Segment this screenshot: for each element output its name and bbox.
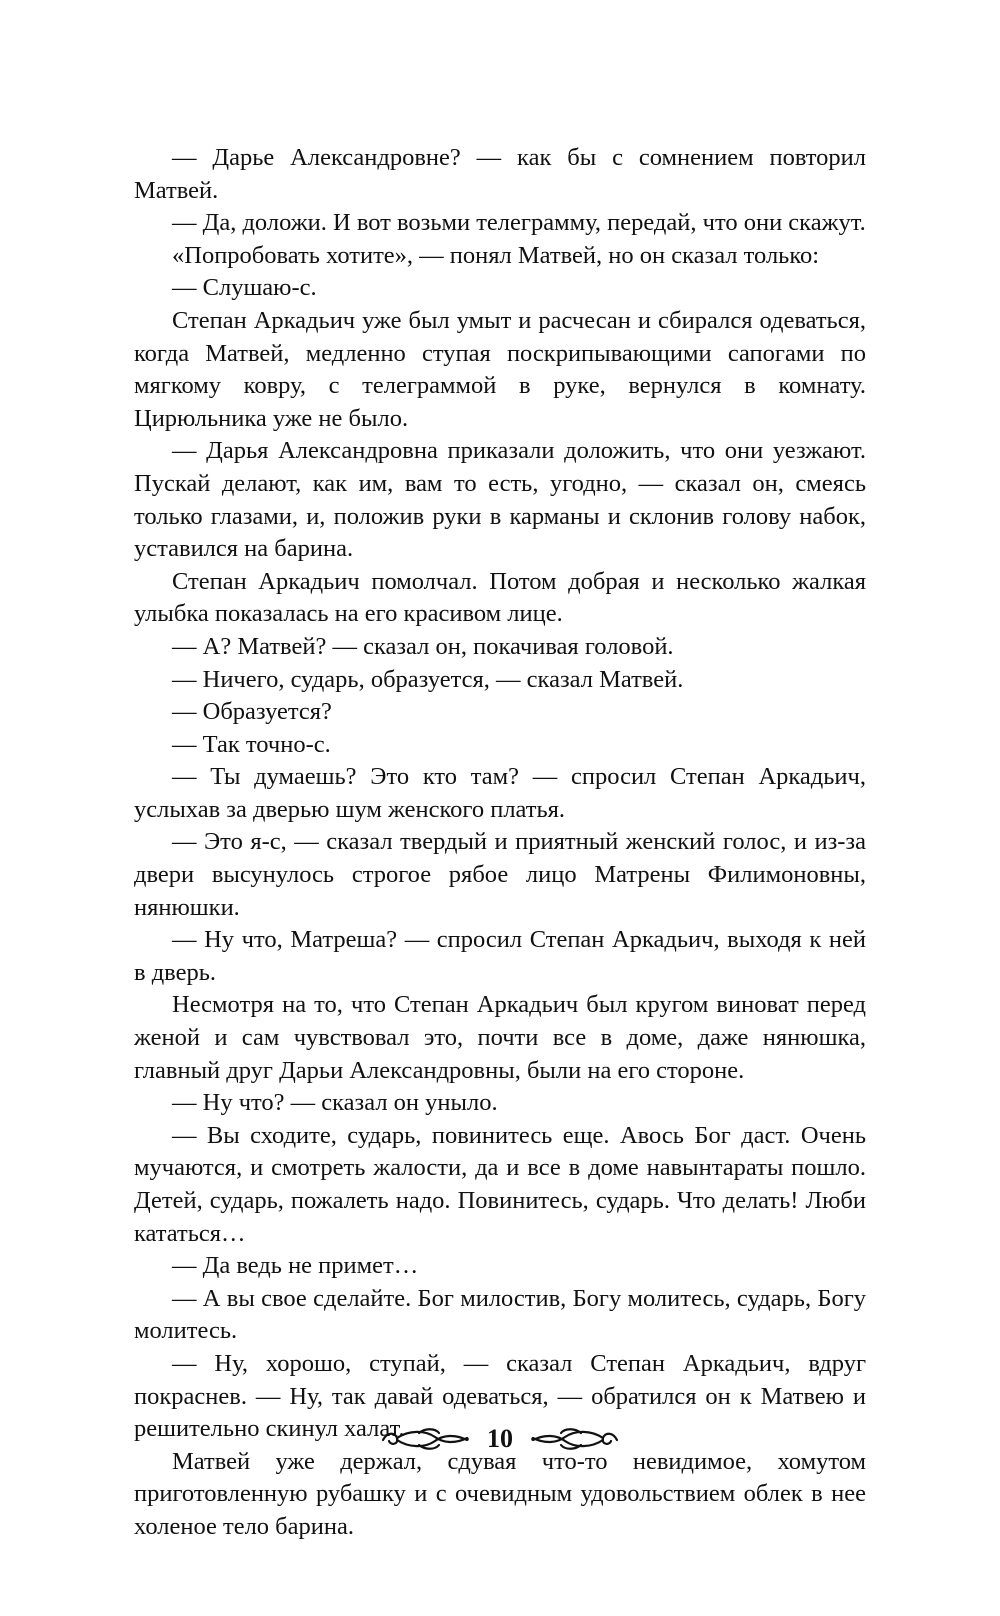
paragraph: — А вы свое сделайте. Бог милостив, Богу молитесь, сударь, Богу молитесь. bbox=[134, 1284, 866, 1345]
paragraph: — Дарья Александровна приказали доложить, что они уезжают. Пускай делают, как им, вам то есть, угодно, — сказал он, смеясь только глазами, и, положив руки в карманы и склонив голову набок, уставился на барина. bbox=[134, 437, 866, 563]
paragraph: — Ну что? — сказал он уныло. bbox=[172, 1089, 498, 1117]
paragraph: — Слушаю-с. bbox=[172, 274, 317, 302]
paragraph: Матвей уже держал, сдувая что-то невидимое, хомутом приготовленную рубашку и с очевидным удовольствием облек в нее холеное тело барина. bbox=[134, 1447, 866, 1540]
paragraph: Степан Аркадьич уже был умыт и расчесан и сбирался одеваться, когда Матвей, медленно ступая поскрипывающими сапогами по мягкому ковру, с телеграммой в руке, вернулся в комнату. Цирюльника уже не было. bbox=[134, 306, 866, 432]
paragraph: — Так точно-с. bbox=[172, 730, 331, 758]
paragraph: — Вы сходите, сударь, повинитесь еще. Авось Бог даст. Очень мучаются, и смотреть жалости, да и все в доме навынтараты пошло. Детей, сударь, пожалеть надо. Повинитесь, сударь. Что делать! Люби кататься… bbox=[134, 1121, 866, 1247]
paragraph: — Да, доложи. И вот возьми телеграмму, передай, что они скажут. bbox=[172, 209, 866, 237]
page-number: 10 bbox=[487, 1424, 513, 1453]
flourish-ornament-icon bbox=[529, 1424, 621, 1454]
paragraph: — Ну, хорошо, ступай, — сказал Степан Аркадьич, вдруг покраснев. — Ну, так давай одеваться, — обратился он к Матвею и решительно скинул халат. bbox=[134, 1349, 866, 1443]
body-text bbox=[134, 142, 866, 1544]
paragraph: — А? Матвей? — сказал он, покачивая головой. bbox=[172, 632, 674, 660]
paragraph: — Образуется? bbox=[172, 698, 332, 726]
paragraph: — Это я-с, — сказал твердый и приятный женский голос, и из-за двери высунулось строгое рябое лицо Матрены Филимоновны, нянюшки. bbox=[134, 828, 866, 921]
paragraph: Степан Аркадьич помолчал. Потом добрая и несколько жалкая улыбка показалась на его красивом лице. bbox=[134, 567, 866, 628]
paragraph: — Ничего, сударь, образуется, — сказал Матвей. bbox=[172, 665, 684, 693]
paragraph: — Ну что, Матреша? — спросил Степан Аркадьич, выходя к ней в дверь. bbox=[134, 926, 866, 986]
paragraph: — Да ведь не примет… bbox=[172, 1252, 419, 1280]
paragraph: — Дарье Александровне? — как бы с сомнением повторил Матвей. bbox=[134, 144, 866, 204]
paragraph: «Попробовать хотите», — понял Матвей, но он сказал только: bbox=[172, 241, 820, 269]
paragraph: Несмотря на то, что Степан Аркадьич был кругом виноват перед женой и сам чувствовал это, почти все в доме, даже нянюшка, главный друг Дарьи Александровны, были на его стороне. bbox=[134, 991, 866, 1084]
paragraph: — Ты думаешь? Это кто там? — спросил Степан Аркадьич, услыхав за дверью шум женского платья. bbox=[134, 763, 866, 823]
page-footer bbox=[0, 1416, 1000, 1462]
flourish-ornament-icon bbox=[379, 1424, 471, 1454]
